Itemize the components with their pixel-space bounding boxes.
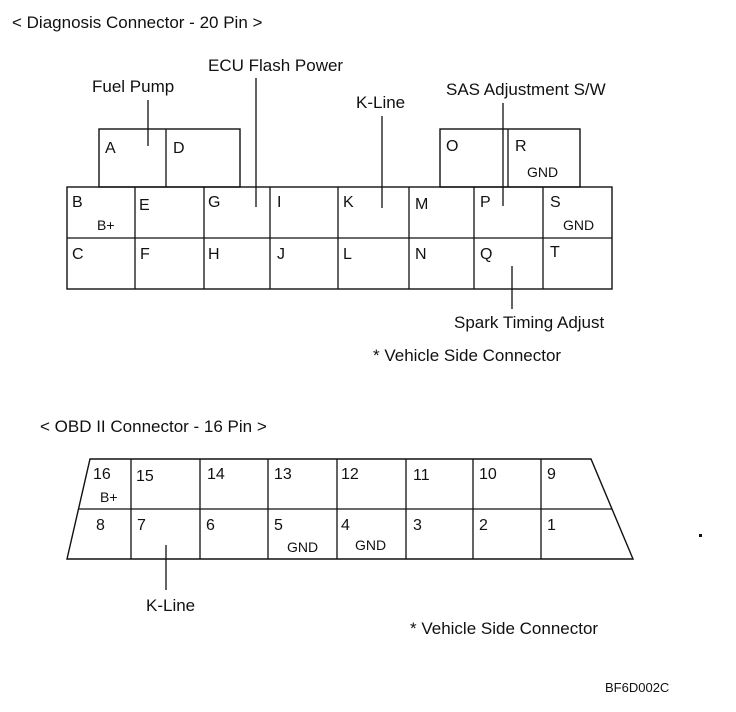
pin-P: P bbox=[480, 194, 491, 211]
stray-dot bbox=[699, 534, 702, 537]
obd-title: < OBD II Connector - 16 Pin > bbox=[40, 417, 267, 436]
pin-O: O bbox=[446, 138, 459, 155]
obd-pin-12: 12 bbox=[341, 466, 359, 483]
obd-pin-5-gnd: GND bbox=[287, 539, 319, 555]
pin-C: C bbox=[72, 246, 84, 263]
label-fuel-pump: Fuel Pump bbox=[92, 77, 175, 96]
obd-pin-15: 15 bbox=[136, 468, 154, 485]
pin-Q: Q bbox=[480, 246, 493, 263]
pin-G: G bbox=[208, 194, 221, 211]
pin-A: A bbox=[105, 140, 116, 157]
pin-M: M bbox=[415, 196, 429, 213]
pin-F: F bbox=[140, 246, 150, 263]
label-spark-timing-adjust: Spark Timing Adjust bbox=[454, 313, 605, 332]
obd-pin-14: 14 bbox=[207, 466, 225, 483]
obd-pin-10: 10 bbox=[479, 466, 497, 483]
diag-tab-left bbox=[99, 129, 240, 187]
obd-pin-16: 16 bbox=[93, 466, 111, 483]
pin-N: N bbox=[415, 246, 427, 263]
pin-R: R bbox=[515, 138, 527, 155]
figure-code: BF6D002C bbox=[605, 680, 670, 695]
obd-pin-4: 4 bbox=[341, 517, 350, 534]
pin-R-gnd: GND bbox=[527, 164, 559, 180]
obd-pin-1: 1 bbox=[547, 517, 556, 534]
obd-pin-6: 6 bbox=[206, 517, 215, 534]
pin-K: K bbox=[343, 194, 354, 211]
obd-pin-5: 5 bbox=[274, 517, 283, 534]
pin-I: I bbox=[277, 194, 282, 211]
obd-pin-8: 8 bbox=[96, 517, 105, 534]
label-k-line: K-Line bbox=[356, 93, 406, 112]
obd-pin-2: 2 bbox=[479, 517, 488, 534]
pin-B: B bbox=[72, 194, 83, 211]
pin-E: E bbox=[139, 197, 150, 214]
obd-note: * Vehicle Side Connector bbox=[410, 619, 599, 638]
diag-note: * Vehicle Side Connector bbox=[373, 346, 562, 365]
label-ecu-flash-power: ECU Flash Power bbox=[208, 56, 344, 75]
obd-pin-9: 9 bbox=[547, 466, 556, 483]
obd-pin-13: 13 bbox=[274, 466, 292, 483]
obd-pin-3: 3 bbox=[413, 517, 422, 534]
obd-label-k-line: K-Line bbox=[146, 596, 196, 615]
pin-B-plus: B+ bbox=[97, 217, 115, 233]
label-sas-adjustment: SAS Adjustment S/W bbox=[446, 80, 606, 99]
pin-H: H bbox=[208, 246, 220, 263]
pin-L: L bbox=[343, 246, 352, 263]
pin-S-gnd: GND bbox=[563, 217, 595, 233]
pin-S: S bbox=[550, 194, 561, 211]
pin-T: T bbox=[550, 244, 560, 261]
diag-tab-right bbox=[440, 129, 580, 187]
obd-pin-7: 7 bbox=[137, 517, 146, 534]
pin-J: J bbox=[277, 246, 285, 263]
diag-title: < Diagnosis Connector - 20 Pin > bbox=[12, 13, 263, 32]
obd-pin-4-gnd: GND bbox=[355, 537, 387, 553]
obd-pin-11: 11 bbox=[413, 467, 430, 484]
obd-pin-16-bplus: B+ bbox=[100, 489, 118, 505]
pin-D: D bbox=[173, 140, 185, 157]
